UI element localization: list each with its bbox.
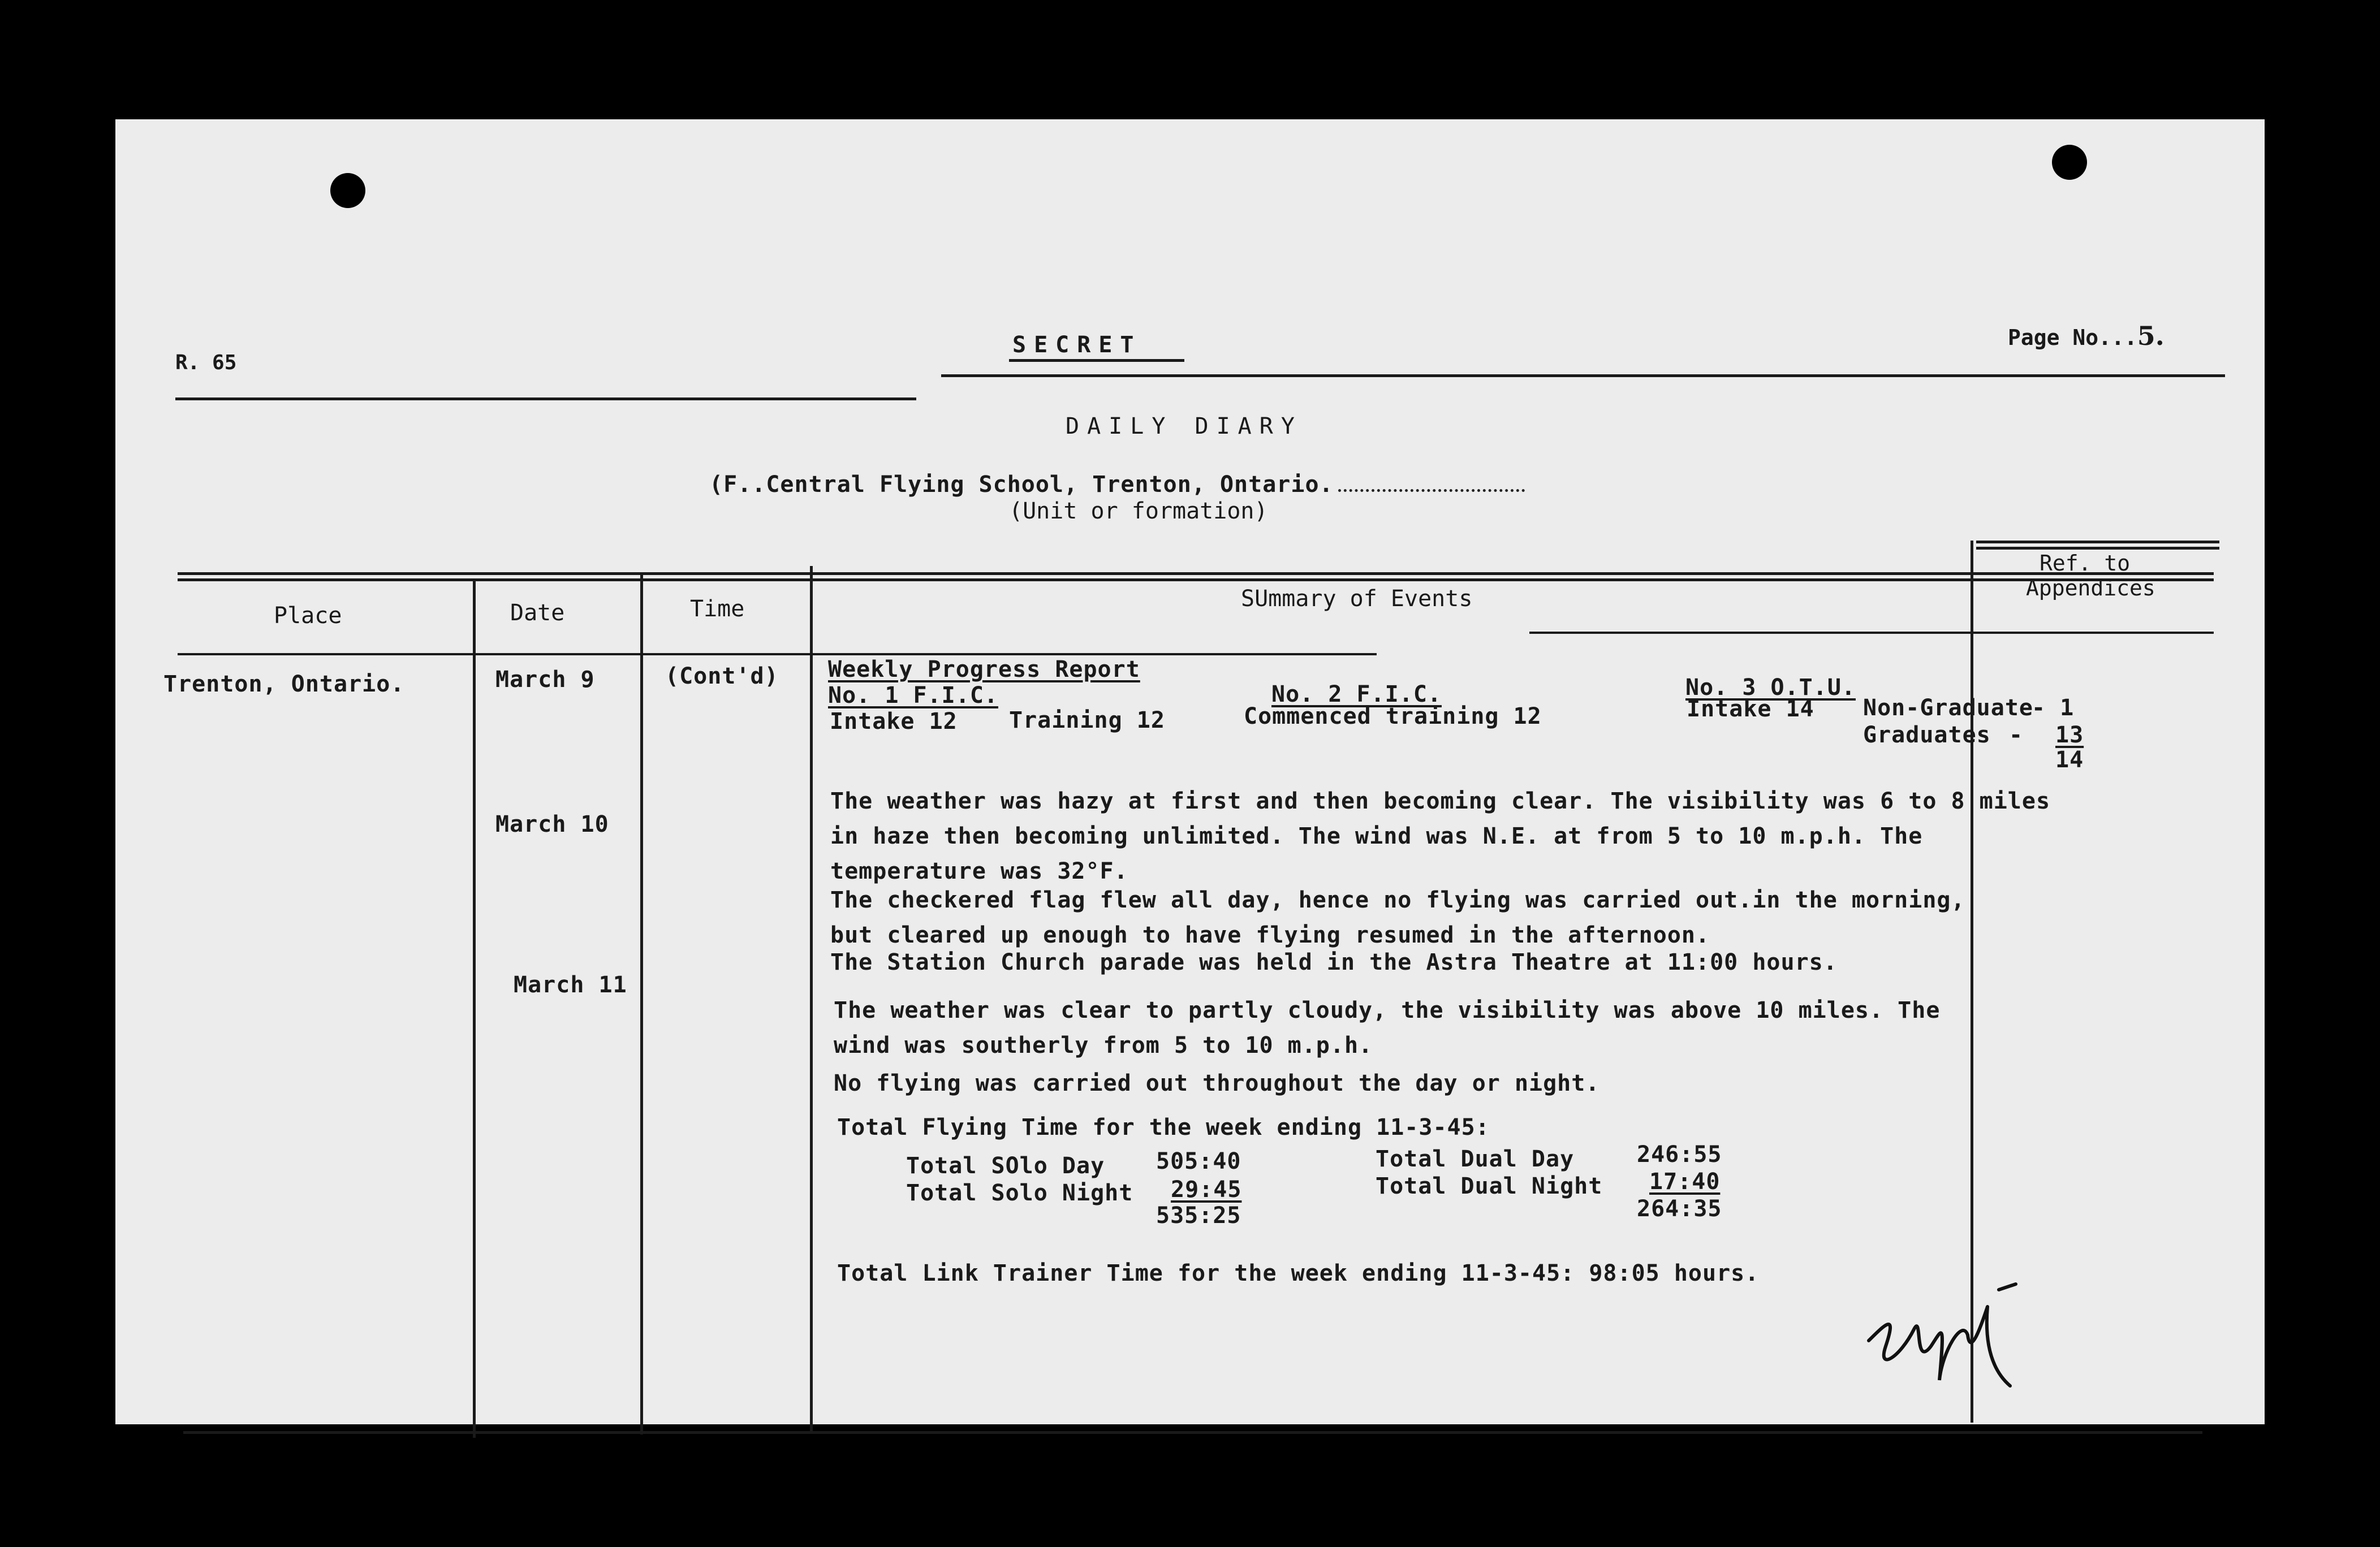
column-header-time: Time: [690, 596, 745, 622]
link-trainer-time: Total Link Trainer Time for the week ending 11-3-45: 98:05 hours.: [837, 1260, 1760, 1286]
handwritten-signature: [1846, 1273, 2050, 1408]
table-top-rule-2: [178, 578, 2214, 581]
date-march-11: March 11: [514, 972, 627, 998]
graduates-total: 14: [2055, 747, 2084, 773]
table-top-rule-1: [178, 572, 2214, 575]
otu3-title: No. 3 O.T.U.: [1685, 675, 1856, 701]
unit-name: Central Flying School, Trenton, Ontario.: [766, 472, 1334, 498]
column-header-place: Place: [274, 603, 342, 629]
dual-total: 264:35: [1637, 1196, 1722, 1222]
dotted-fill: [1338, 489, 1525, 492]
ref-top-rule-2: [1976, 547, 2219, 550]
divider-time-summary: [810, 566, 813, 1431]
solo-night-label: Total Solo Night: [906, 1180, 1133, 1206]
time-contd: (Cont'd): [665, 663, 779, 689]
fic1-title: No. 1 F.I.C.: [828, 682, 998, 708]
punch-hole-right: [2052, 145, 2087, 180]
place-value: Trenton, Ontario.: [163, 671, 405, 697]
divider-date-time: [640, 575, 643, 1434]
dual-night-label: Total Dual Night: [1376, 1173, 1603, 1199]
header-rule-right: [941, 374, 2225, 377]
column-header-ref: Ref. to Appendices: [2026, 551, 2155, 600]
fic1-intake: Intake 12: [830, 708, 958, 734]
dual-day-value: 246:55: [1637, 1142, 1722, 1168]
form-number: R. 65: [175, 351, 237, 374]
march10-flag-paragraph: The checkered flag flew all day, hence no flying was carried out.in the morning, but cleared up enough to have flying resumed in the afternoon.: [830, 887, 1965, 948]
weekly-report-title: Weekly Progress Report: [828, 656, 1140, 682]
unit-caption: (Unit or formation): [1009, 498, 1268, 524]
fic2-commenced: Commenced training 12: [1244, 703, 1542, 729]
column-header-summary: SUmmary of Events: [1241, 586, 1473, 612]
non-graduate-label: Non-Graduate: [1863, 695, 2033, 721]
punch-hole-left: [330, 173, 365, 208]
march11-weather-paragraph: The weather was clear to partly cloudy, the visibility was above 10 miles. The wind was southerly from 5 to 10 m.p.h.: [834, 997, 1941, 1058]
header-rule-left: [175, 397, 916, 400]
unit-prefix: (F..: [709, 472, 766, 498]
dual-night-value: 17:40: [1649, 1169, 1721, 1195]
page-number: 5.: [2137, 321, 2165, 351]
table-bottom-rule: [183, 1431, 2202, 1434]
graduates-label: Graduates: [1863, 722, 1991, 748]
dual-day-label: Total Dual Day: [1376, 1146, 1575, 1172]
unit-line: [709, 472, 1525, 498]
flying-time-title: Total Flying Time for the week ending 11-3-45:: [837, 1114, 1490, 1140]
divider-place-date: [473, 578, 476, 1438]
solo-total: 535:25: [1156, 1203, 1241, 1229]
diary-page: [115, 119, 2265, 1424]
fic1-training: Training 12: [1009, 707, 1165, 733]
solo-day-value: 505:40: [1156, 1148, 1241, 1174]
date-march-10: March 10: [495, 811, 609, 837]
column-header-date: Date: [510, 600, 565, 626]
otu3-intake: Intake 14: [1687, 696, 1814, 722]
classification-underline: [1009, 359, 1184, 362]
ref-top-rule-1: [1976, 541, 2219, 543]
fic2-title: No. 2 F.I.C.: [1271, 681, 1442, 707]
solo-night-value: 29:45: [1171, 1177, 1242, 1203]
march11-no-flying: No flying was carried out throughout the day or night.: [834, 1070, 1600, 1096]
classification-marking: SECRET: [1012, 332, 1142, 358]
header-separator-right: [1529, 632, 2214, 634]
graduates-value: 13: [2055, 722, 2084, 748]
document-title: DAILY DIARY: [1066, 413, 1303, 439]
march10-weather-paragraph: The weather was hazy at first and then becoming clear. The visibility was 6 to 8 miles in haze then becoming unlimited. The wind was N.E. at from 5 to 10 m.p.h. The temperature was 32°F.: [830, 788, 2051, 884]
date-march-9: March 9: [495, 667, 595, 693]
page-number-label: Page No...5.: [2008, 321, 2165, 351]
non-graduate-value: - 1: [2032, 695, 2075, 721]
graduates-dash: -: [2009, 722, 2024, 748]
header-separator-left: [178, 653, 1377, 655]
solo-day-label: Total SOlo Day: [906, 1153, 1105, 1179]
march11-church-parade: The Station Church parade was held in the Astra Theatre at 11:00 hours.: [830, 949, 1838, 975]
